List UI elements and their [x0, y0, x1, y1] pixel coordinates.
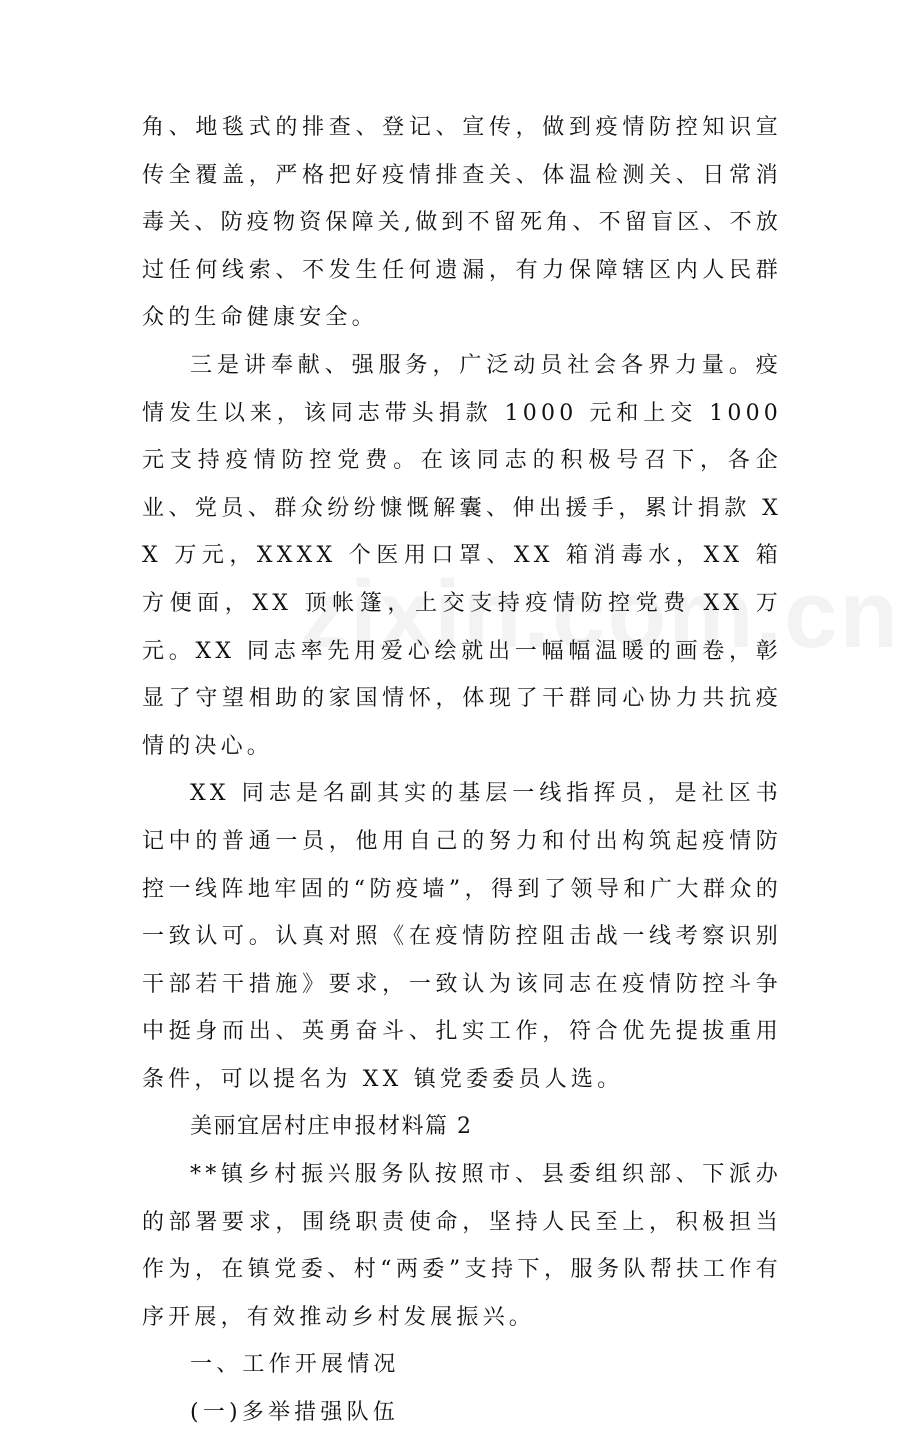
paragraph-donations: 三是讲奉献、强服务，广泛动员社会各界力量。疫情发生以来，该同志带头捐款 1000 元和上交 1000 元支持疫情防控党费。在该同志的积极号召下，各企业、党员、群众纷纷慷慨解囊、伸出援手，累计捐款 XX 万元，XXXX 个医用口罩、XX 箱消毒水，XX 箱方便面，XX 顶帐篷，上交支持疫情防控党费 XX 万元。XX 同志率先用爱心绘就出一幅幅温暖的画卷，彰显了守望相助的家国情怀，体现了干群同心协力共抗疫情的决心。	[142, 352, 782, 759]
article-title: 美丽宜居村庄申报材料篇 2	[190, 1114, 473, 1140]
paragraph-intro: **镇乡村振兴服务队按照市、县委组织部、下派办的部署要求，围绕职责使命，坚持人民至上，积极担当作为，在镇党委、村“两委”支持下，服务队帮扶工作有序开展，有效推动乡村发展振兴。	[142, 1162, 782, 1330]
paragraph-recommendation: XX 同志是名副其实的基层一线指挥员，是社区书记中的普通一员，他用自己的努力和付出构筑起疫情防控一线阵地牢固的“防疫墙”，得到了领导和广大群众的一致认可。认真对照《在疫情防控阻击战一线考察识别干部若干措施》要求，一致认为该同志在疫情防控斗争中挺身而出、英勇奋斗、扎实工作，符合优先提拔重用条件，可以提名为 XX 镇党委委员人选。	[142, 781, 782, 1092]
subsection-heading: (一)多举措强队伍	[190, 1400, 399, 1426]
document-body	[142, 104, 782, 1437]
paragraph-continuation: 角、地毯式的排查、登记、宣传，做到疫情防控知识宣传全覆盖，严格把好疫情排查关、体温检测关、日常消毒关、防疫物资保障关,做到不留死角、不留盲区、不放过任何线索、不发生任何遗漏，有力保障辖区内人民群众的生命健康安全。	[142, 115, 782, 331]
section-heading: 一、工作开展情况	[190, 1352, 400, 1378]
